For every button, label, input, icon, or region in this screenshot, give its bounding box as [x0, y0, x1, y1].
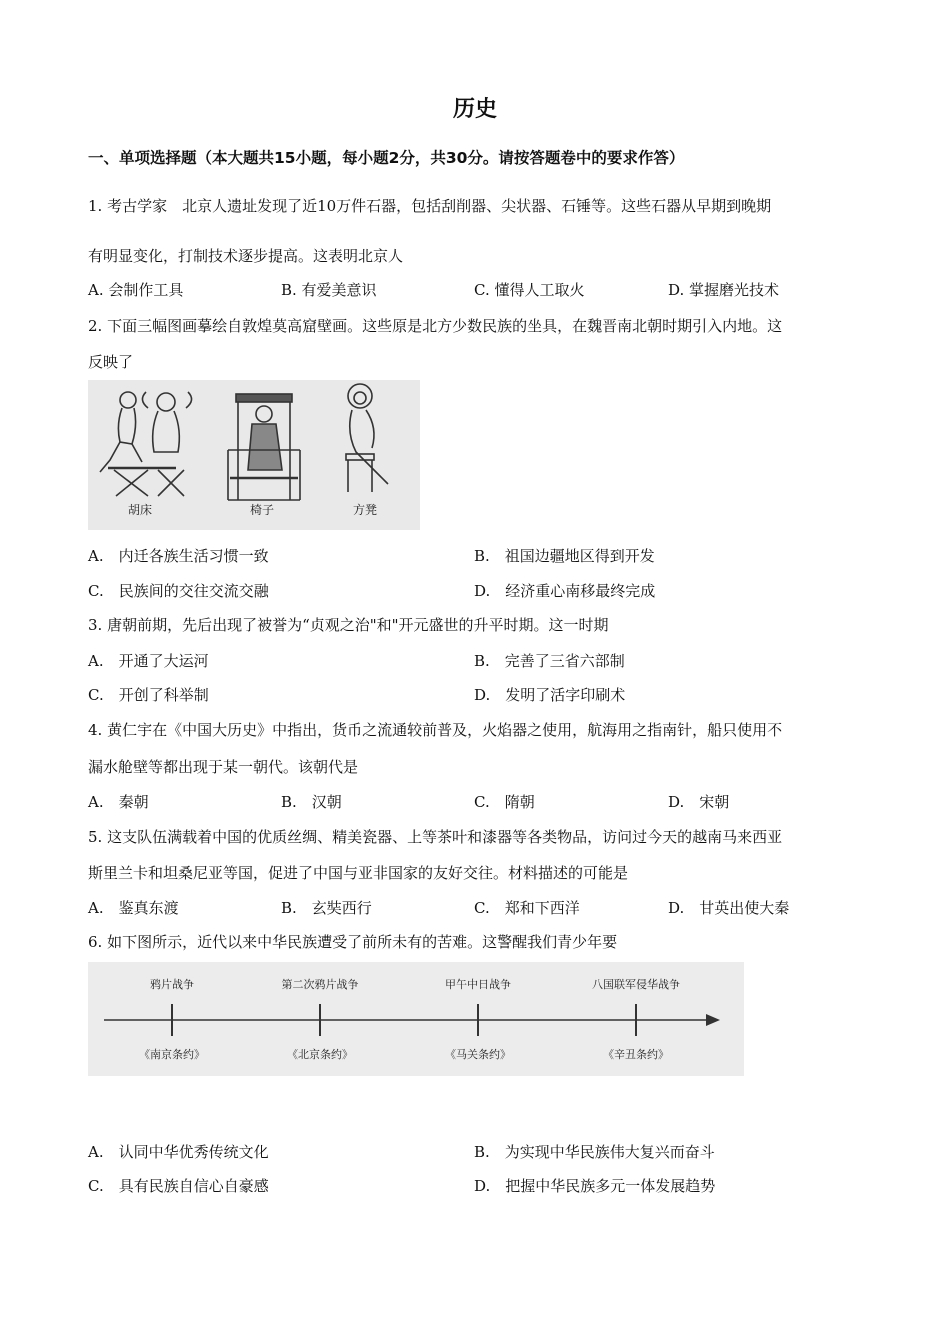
q5-option-d[interactable]: D. 甘英出使大秦	[668, 899, 790, 917]
q1-stem-line2: 有明显变化，打制技术逐步提高。这表明北京人	[88, 247, 404, 265]
figure-label-fangdeng: 方凳	[353, 503, 378, 517]
q1-option-c[interactable]: C. 懂得人工取火	[474, 281, 585, 299]
q2-option-d[interactable]: D. 经济重心南移最终完成	[474, 582, 656, 600]
q4-option-a[interactable]: A. 秦朝	[88, 793, 149, 811]
section-heading: 一、单项选择题（本大题共15小题，每小题2分，共30分。请按答题卷中的要求作答）	[88, 149, 685, 167]
q1-stem-line1: 1. 考古学家 北京人遗址发现了近10万件石器，包括刮削器、尖状器、石锤等。这些石器从早期到晚期	[88, 197, 772, 215]
q2-stem-line2: 反映了	[88, 353, 134, 371]
timeline-illustration	[88, 962, 744, 1076]
q4-option-d[interactable]: D. 宋朝	[668, 793, 730, 811]
q6-option-b[interactable]: B. 为实现中华民族伟大复兴而奋斗	[474, 1143, 715, 1161]
q5-option-c[interactable]: C. 郑和下西洋	[474, 899, 580, 917]
timeline-treaty-label: 《南京条约》	[139, 1048, 205, 1061]
seats-illustration	[88, 380, 420, 530]
figure-label-yizi: 椅子	[250, 503, 275, 517]
q2-option-c[interactable]: C. 民族间的交往交流交融	[88, 582, 269, 600]
timeline-war-label: 鸦片战争	[150, 978, 194, 991]
q4-option-b[interactable]: B. 汉朝	[281, 793, 342, 811]
huchuang-drawing	[100, 392, 192, 496]
q2-option-a[interactable]: A. 内迁各族生活习惯一致	[88, 547, 269, 565]
q1-option-a[interactable]: A. 会制作工具	[88, 281, 184, 299]
yizi-drawing	[228, 394, 300, 500]
q6-option-c[interactable]: C. 具有民族自信心自豪感	[88, 1177, 269, 1195]
timeline-arrow-icon	[706, 1014, 720, 1026]
q5-stem-line1: 5. 这支队伍满载着中国的优质丝绸、精美瓷器、上等茶叶和漆器等各类物品，访问过今天的越南马来西亚	[88, 828, 783, 846]
timeline-war-label: 八国联军侵华战争	[592, 978, 680, 991]
q1-option-d[interactable]: D. 掌握磨光技术	[668, 281, 780, 299]
q4-stem-line2: 漏水舱壁等都出现于某一朝代。该朝代是	[88, 758, 359, 776]
q3-stem-line1: 3. 唐朝前期，先后出现了被誉为“贞观之治"和"开元盛世的升平时期。这一时期	[88, 616, 609, 634]
q2-option-b[interactable]: B. 祖国边疆地区得到开发	[474, 547, 655, 565]
timeline-war-label: 甲午中日战争	[445, 978, 511, 991]
q2-stem-line1: 2. 下面三幅图画摹绘自敦煌莫高窟壁画。这些原是北方少数民族的坐具，在魏晋南北朝时期引入内地。这	[88, 317, 783, 335]
q5-option-b[interactable]: B. 玄奘西行	[281, 899, 372, 917]
timeline-treaty-label: 《马关条约》	[445, 1048, 511, 1061]
timeline-war-label: 第二次鸦片战争	[281, 978, 359, 991]
q4-stem-line1: 4. 黄仁宇在《中国大历史》中指出，货币之流通较前普及，火焰器之使用，航海用之指南针，船只使用不	[88, 721, 783, 739]
q6-option-a[interactable]: A. 认同中华优秀传统文化	[88, 1143, 269, 1161]
timeline-treaty-label: 《北京条约》	[287, 1048, 353, 1061]
q5-option-a[interactable]: A. 鉴真东渡	[88, 899, 179, 917]
q3-option-a[interactable]: A. 开通了大运河	[88, 652, 209, 670]
timeline-treaty-label: 《辛丑条约》	[603, 1048, 669, 1061]
modern-history-timeline-figure	[88, 962, 744, 1076]
q3-option-b[interactable]: B. 完善了三省六部制	[474, 652, 625, 670]
page-title: 历史	[452, 97, 497, 122]
q6-option-d[interactable]: D. 把握中华民族多元一体发展趋势	[474, 1177, 716, 1195]
q1-option-b[interactable]: B. 有爱美意识	[281, 281, 377, 299]
q3-option-d[interactable]: D. 发明了活字印刷术	[474, 686, 626, 704]
q3-option-c[interactable]: C. 开创了科举制	[88, 686, 209, 704]
q5-stem-line2: 斯里兰卡和坦桑尼亚等国，促进了中国与亚非国家的友好交往。材料描述的可能是	[88, 864, 629, 882]
fangdeng-drawing	[346, 384, 388, 492]
q6-stem-line1: 6. 如下图所示，近代以来中华民族遭受了前所未有的苦难。这警醒我们青少年要	[88, 933, 618, 951]
dunhuang-seats-figure	[88, 380, 420, 530]
q4-option-c[interactable]: C. 隋朝	[474, 793, 535, 811]
figure-label-huchuang: 胡床	[128, 503, 153, 517]
